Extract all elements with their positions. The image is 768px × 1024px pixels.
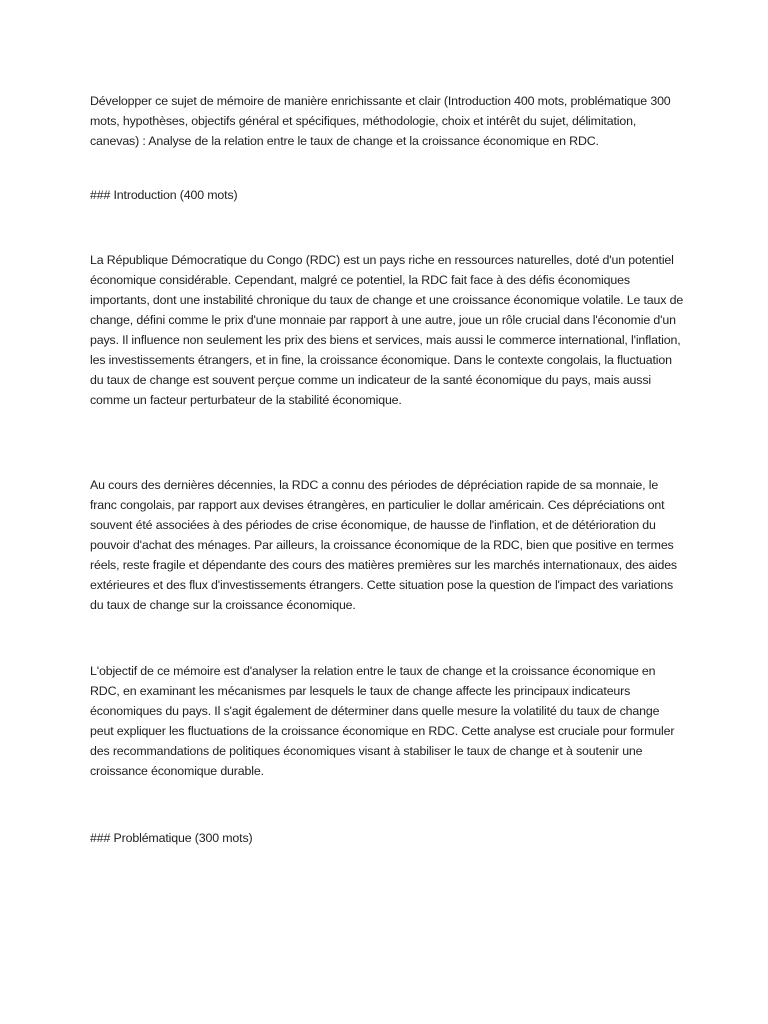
introduction-paragraph-2: Au cours des dernières décennies, la RDC a connu des périodes de dépréciation rapide de sa monnaie, le franc congolais, par rapport aux devises étrangères, en particulier le dollar américain. Ces dépréciations ont souvent été associées à des périodes de crise économique, de hausse de l'inflation, et de détérioration du pouvoir d'achat des ménages. Par ailleurs, la croissance économique de la RDC, bien que positive en termes réels, reste fragile et dépendante des cours des matières premières sur les marchés internationaux, des aides extérieures et des flux d'investissements étrangers. Cette situation pose la question de l'impact des variations du taux de change sur la croissance économique. (90, 478, 677, 612)
prompt-paragraph: Développer ce sujet de mémoire de manière enrichissante et clair (Introduction 400 mots, problématique 300 mots, hypothèses, objectifs général et spécifiques, méthodologie, choix et intérêt du sujet, délimitation, canevas) : Analyse de la relation entre le taux de change et la croissance économique en RDC. (90, 94, 671, 148)
problematique-heading: ### Problématique (300 mots) (90, 831, 253, 845)
introduction-paragraph-3: L'objectif de ce mémoire est d'analyser la relation entre le taux de change et la croissance économique en RDC, en examinant les mécanismes par lesquels le taux de change affecte les principaux indicateurs économiques du pays. Il s'agit également de déterminer dans quelle mesure la volatilité du taux de change peut expliquer les fluctuations de la croissance économique en RDC. Cette analyse est cruciale pour formuler des recommandations de politiques économiques visant à stabiliser le taux de change et à soutenir une croissance économique durable. (90, 664, 675, 778)
introduction-paragraph-1: La République Démocratique du Congo (RDC) est un pays riche en ressources naturelles, doté d'un potentiel économique considérable. Cependant, malgré ce potentiel, la RDC fait face à des défis économiques importants, dont une instabilité chronique du taux de change et une croissance économique volatile. Le taux de change, défini comme le prix d'une monnaie par rapport à une autre, joue un rôle crucial dans l'économie d'un pays. Il influence non seulement les prix des biens et services, mais aussi le commerce international, l'inflation, les investissements étrangers, et in fine, la croissance économique. Dans le contexte congolais, la fluctuation du taux de change est souvent perçue comme un indicateur de la santé économique du pays, mais aussi comme un facteur perturbateur de la stabilité économique. (90, 253, 684, 407)
introduction-heading: ### Introduction (400 mots) (90, 188, 238, 202)
